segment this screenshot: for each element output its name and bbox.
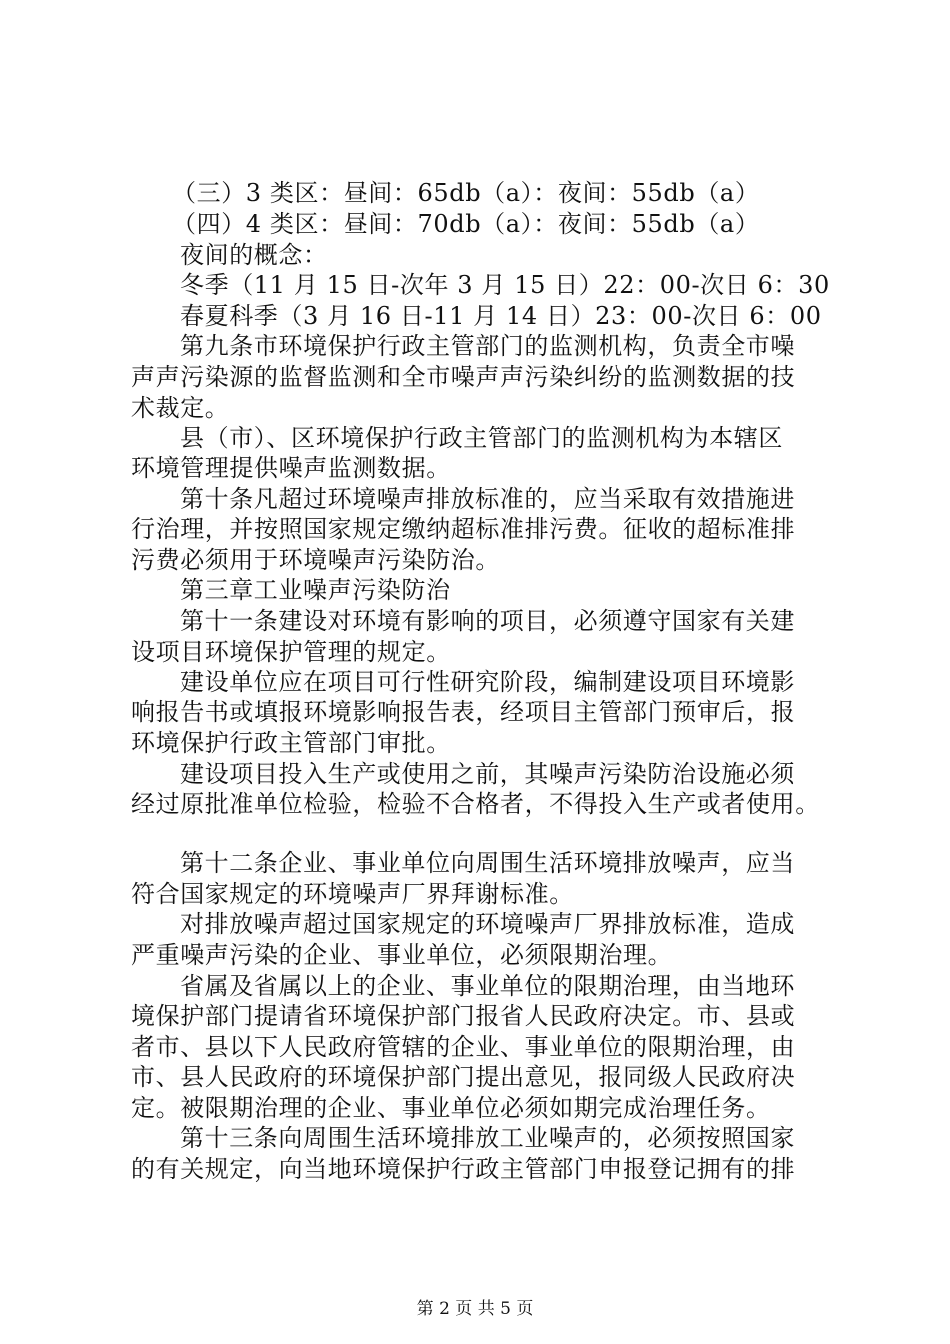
text-line: 声声污染源的监督监测和全市噪声声污染纠纷的监测数据的技	[131, 363, 796, 391]
text-line: 春夏科季（3 月 16 日-11 月 14 日）23：00-次日 6：00	[180, 302, 822, 330]
text-line: 污费必须用于环境噪声污染防治。	[131, 546, 500, 574]
text-line: 第十三条向周围生活环境排放工业噪声的，必须按照国家	[180, 1124, 795, 1152]
text-line: （三）3 类区：昼间：65db（a）：夜间：55db（a）	[172, 179, 760, 207]
text-line: 设项目环境保护管理的规定。	[131, 638, 451, 666]
text-line: 冬季（11 月 15 日-次年 3 月 15 日）22：00-次日 6：30	[180, 271, 830, 299]
text-line: 经过原批准单位检验，检验不合格者，不得投入生产或者使用。	[131, 790, 820, 818]
text-line: 术裁定。	[131, 394, 230, 422]
text-line: 第九条市环境保护行政主管部门的监测机构，负责全市噪	[180, 332, 795, 360]
text-line: （四）4 类区：昼间：70db（a）：夜间：55db（a）	[172, 210, 760, 238]
page-number-footer: 第 2 页 共 5 页	[416, 1299, 534, 1319]
text-line: 第十二条企业、事业单位向周围生活环境排放噪声，应当	[180, 849, 795, 877]
text-line: 的有关规定，向当地环境保护行政主管部门申报登记拥有的排	[131, 1155, 796, 1183]
text-line: 建设单位应在项目可行性研究阶段，编制建设项目环境影	[180, 668, 795, 696]
text-line: 建设项目投入生产或使用之前，其噪声污染防治设施必须	[180, 760, 795, 788]
text-line: 对排放噪声超过国家规定的环境噪声厂界排放标准，造成	[180, 910, 795, 938]
text-line: 境保护部门提请省环境保护部门报省人民政府决定。市、县或	[131, 1002, 796, 1030]
text-line: 行治理，并按照国家规定缴纳超标准排污费。征收的超标准排	[131, 515, 796, 543]
text-line: 定。被限期治理的企业、事业单位必须如期完成治理任务。	[131, 1094, 771, 1122]
text-line: 者市、县以下人民政府管辖的企业、事业单位的限期治理，由	[131, 1033, 796, 1061]
text-line: 第十条凡超过环境噪声排放标准的，应当采取有效措施进	[180, 485, 795, 513]
text-line: 环境管理提供噪声监测数据。	[131, 454, 451, 482]
text-line: 环境保护行政主管部门审批。	[131, 729, 451, 757]
text-line: 符合国家规定的环境噪声厂界拜谢标准。	[131, 880, 574, 908]
text-line: 响报告书或填报环境影响报告表，经项目主管部门预审后，报	[131, 698, 796, 726]
text-line: 第十一条建设对环境有影响的项目，必须遵守国家有关建	[180, 607, 795, 635]
text-line: 严重噪声污染的企业、事业单位，必须限期治理。	[131, 941, 673, 969]
text-line: 省属及省属以上的企业、事业单位的限期治理，由当地环	[180, 972, 795, 1000]
section-heading: 第三章工业噪声污染防治	[180, 576, 451, 604]
text-line: 夜间的概念：	[180, 241, 328, 269]
text-line: 市、县人民政府的环境保护部门提出意见，报同级人民政府决	[131, 1063, 796, 1091]
text-line: 县（市）、区环境保护行政主管部门的监测机构为本辖区	[180, 424, 783, 452]
